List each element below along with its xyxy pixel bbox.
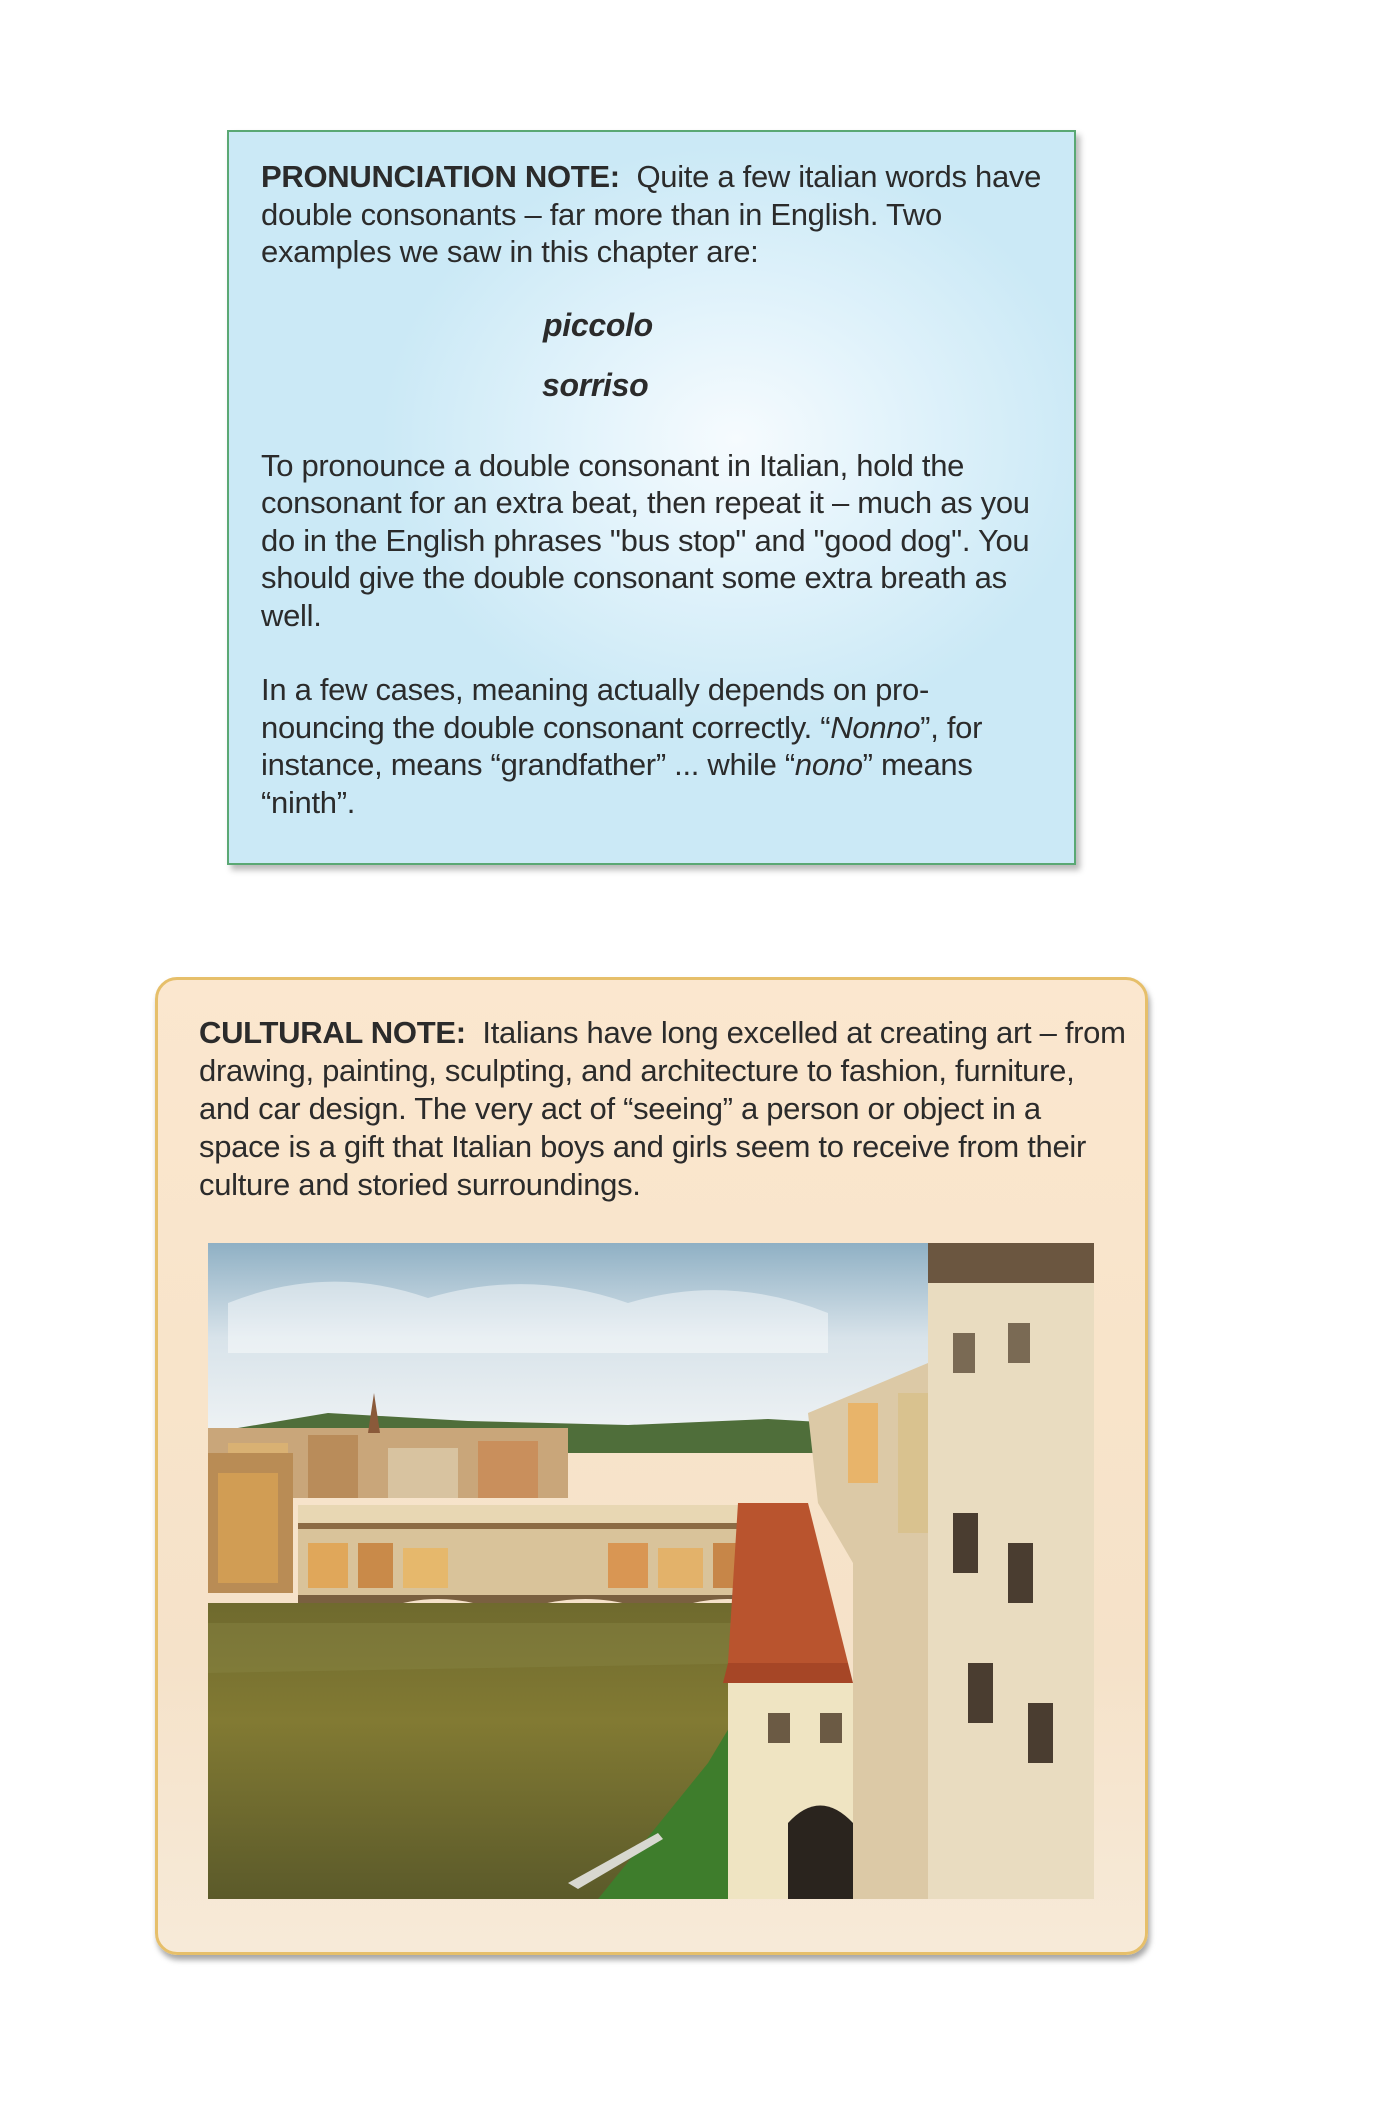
cultural-note-box [155, 977, 1148, 1955]
meaning-text-part: ”, for instance, means “grandfather” ... while “ [261, 709, 983, 782]
pronunciation-intro-text: Quite a few italian words have double consonants – far more than in English. Two examples we saw in this chapter are: [261, 159, 1042, 269]
ponte-vecchio-photo [208, 1243, 1094, 1899]
example-word: piccolo [543, 306, 653, 343]
pronunciation-meaning-paragraph [261, 671, 1051, 821]
pronunciation-intro [261, 158, 1051, 271]
photo-corridor-arch [788, 1806, 853, 1900]
meaning-text-part: ” means “ninth”. [261, 747, 973, 820]
photo-clouds [228, 1282, 828, 1353]
pronunciation-explanation: To pronounce a double consonant in Italian, hold the consonant for an extra beat, then repeat it – much as you do in the English phrases "bus stop" and "good dog". You should give the double consonant some extra breath as well. [261, 447, 1030, 633]
cultural-note-heading: CULTURAL NOTE [199, 1015, 456, 1050]
pronunciation-note-box [227, 130, 1076, 865]
photo-corridor-roof [728, 1503, 848, 1663]
pronunciation-note-heading: PRONUNCIATION NOTE: [261, 159, 620, 194]
pronunciation-note-text [261, 158, 1051, 821]
meaning-text-part: In a few cases, meaning actually depends on pro-nouncing the double consonant correctly. “ [261, 672, 930, 745]
cultural-note-body: Italians have long excelled at creating art – from drawing, painting, sculpting, and architecture to fashion, furniture, and car design. The very act of “seeing” a person or object in a space is a gift that Italian boys and girls seem to receive from their culture and storied surroundings. [199, 1015, 1126, 1202]
example-word-nono: nono [794, 747, 863, 782]
example-word-nonno: Nonno [830, 709, 921, 745]
cultural-note-colon: : [455, 1015, 466, 1050]
cultural-note-text [199, 1014, 1129, 1204]
example-word: sorriso [542, 366, 649, 403]
example-word-list [261, 307, 1051, 427]
